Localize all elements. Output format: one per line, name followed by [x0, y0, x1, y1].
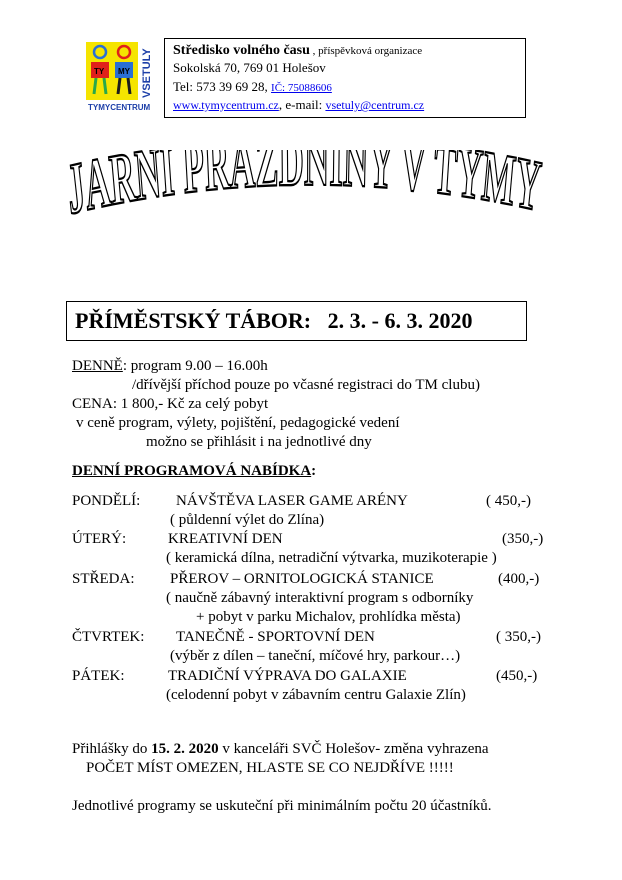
day-price: ( 350,-)	[496, 629, 541, 645]
program-heading-colon: :	[311, 463, 317, 479]
camp-heading	[75, 308, 472, 334]
contact-line	[173, 79, 332, 95]
day-label: ČTVRTEK:	[72, 629, 145, 645]
minimum-participants: Jednotlivé programy se uskuteční při minimálním počtu 20 účastníků.	[72, 798, 492, 814]
day-title: TANEČNĚ - SPORTOVNÍ DEN	[176, 629, 375, 645]
limited-places: POČET MÍST OMEZEN, HLASTE SE CO NEJDŘÍVE !!!!!	[86, 760, 454, 776]
day-label: PÁTEK:	[72, 668, 125, 684]
email-label: , e-mail:	[278, 97, 326, 112]
includes: v ceně program, výlety, pojištění, pedagogické vedení	[76, 415, 400, 431]
ico-link[interactable]: IČ: 75088606	[271, 82, 332, 94]
page-title-text: JARNÍ PRÁZDNINY V TYMY	[63, 150, 556, 230]
reg-date: 15. 2. 2020	[151, 741, 219, 757]
day-note: (celodenní pobyt v zábavním centru Galaxie Zlín)	[166, 687, 466, 703]
arrival-note: /dřívější příchod pouze po včasné registraci do TM clubu)	[132, 377, 480, 393]
day-title: NÁVŠTĚVA LASER GAME ARÉNY	[176, 493, 408, 509]
program-heading-text: DENNÍ PROGRAMOVÁ NABÍDKA	[72, 463, 312, 479]
reg-suffix: v kanceláři SVČ Holešov- změna vyhrazena	[218, 741, 489, 757]
day-label: ÚTERÝ:	[72, 531, 127, 547]
day-price: (400,-)	[498, 571, 540, 587]
page-title	[0, 150, 622, 260]
day-title: PŘEROV – ORNITOLOGICKÁ STANICE	[170, 571, 434, 587]
telephone: Tel: 573 39 69 28,	[173, 79, 272, 94]
day-note: ( naučně zábavný interaktivní program s odborníky	[166, 590, 474, 606]
svg-text:JARNÍ PRÁZDNINY V TYMY	[63, 150, 556, 230]
day-title: KREATIVNÍ DEN	[168, 531, 283, 547]
single-days-note: možno se přihlásit i na jednotlivé dny	[146, 434, 372, 450]
reg-prefix: Přihlášky do	[72, 741, 152, 757]
website-link[interactable]: www.tymycentrum.cz	[173, 98, 279, 112]
camp-label: PŘÍMĚSTSKÝ TÁBOR:	[75, 308, 312, 333]
camp-dates-box	[66, 301, 527, 341]
price: CENA: 1 800,- Kč za celý pobyt	[72, 396, 269, 412]
address: Sokolská 70, 769 01 Holešov	[173, 60, 326, 75]
logo-box-right-text: MY	[118, 67, 130, 76]
org-name: Středisko volného času	[173, 43, 310, 58]
day-note: (výběr z dílen – taneční, míčové hry, parkour…)	[170, 648, 461, 664]
day-title: TRADIČNÍ VÝPRAVA DO GALAXIE	[168, 668, 407, 684]
logo-bottom-text: TYMYCENTRUM	[88, 103, 151, 112]
day-note: ( keramická dílna, netradiční výtvarka, muzikoterapie )	[166, 550, 497, 566]
day-note: + pobyt v parku Michalov, prohlídka města)	[196, 609, 461, 625]
logo-box-left-text: TY	[94, 67, 105, 76]
day-label: STŘEDA:	[72, 571, 135, 587]
organization-header	[164, 38, 526, 118]
day-price: (450,-)	[496, 668, 538, 684]
web-line	[173, 97, 424, 113]
tymycentrum-logo	[84, 40, 158, 115]
day-label: PONDĚLÍ:	[72, 493, 141, 509]
logo-side-text: VSETULY	[141, 48, 153, 98]
org-line	[173, 42, 422, 59]
email-link[interactable]: vsetuly@centrum.cz	[325, 98, 425, 112]
daily-value: : program 9.00 – 16.00h	[122, 358, 268, 374]
daily-hours	[72, 357, 268, 375]
org-suffix: , příspěvková organizace	[309, 45, 423, 57]
camp-dates: 2. 3. - 6. 3. 2020	[327, 308, 473, 333]
day-price: (350,-)	[502, 531, 544, 547]
day-note: ( půldenní výlet do Zlína)	[170, 512, 325, 528]
program-heading	[72, 462, 316, 480]
day-price: ( 450,-)	[486, 493, 531, 509]
daily-label: DENNĚ	[72, 358, 123, 374]
registration-deadline	[72, 740, 489, 758]
